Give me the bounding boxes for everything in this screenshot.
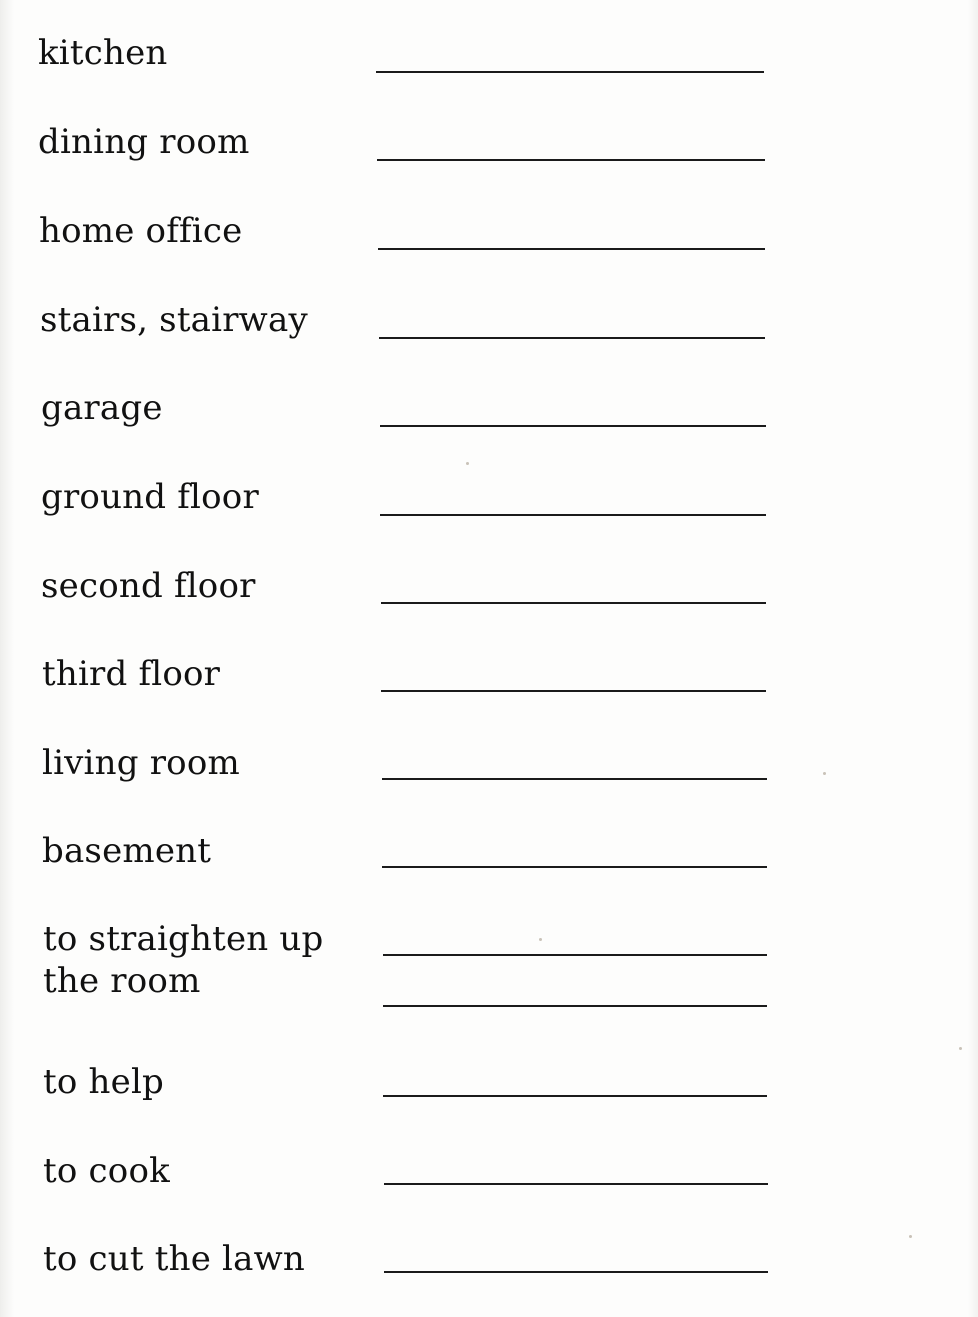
term-stairs-stairway: stairs, stairway [40, 300, 308, 340]
answer-blank-second-floor[interactable] [381, 602, 766, 604]
term-to-straighten-up-line2: the room [43, 961, 201, 1001]
term-dining-room: dining room [38, 122, 250, 162]
answer-blank-home-office[interactable] [378, 248, 765, 250]
term-to-straighten-up-line1: to straighten up [43, 919, 324, 959]
term-basement: basement [42, 831, 212, 871]
scan-right-edge [968, 0, 978, 1317]
answer-blank-basement[interactable] [382, 866, 767, 868]
scan-speck [823, 772, 826, 775]
answer-blank-to-straighten-up-1[interactable] [383, 954, 767, 956]
term-kitchen: kitchen [38, 33, 168, 73]
scan-left-edge [0, 0, 14, 1317]
answer-blank-stairs-stairway[interactable] [379, 337, 765, 339]
answer-blank-garage[interactable] [380, 425, 766, 427]
scan-speck [539, 938, 542, 941]
term-ground-floor: ground floor [41, 477, 259, 517]
term-garage: garage [41, 388, 163, 428]
answer-blank-to-help[interactable] [383, 1095, 767, 1097]
term-to-help: to help [43, 1062, 164, 1102]
term-to-cut-the-lawn: to cut the lawn [43, 1239, 305, 1279]
term-to-cook: to cook [43, 1151, 170, 1191]
term-third-floor: third floor [42, 654, 221, 694]
scan-speck [466, 462, 469, 465]
scan-speck [959, 1047, 962, 1050]
answer-blank-living-room[interactable] [382, 778, 767, 780]
scan-speck [909, 1235, 912, 1238]
answer-blank-ground-floor[interactable] [380, 514, 766, 516]
term-living-room: living room [42, 743, 240, 783]
answer-blank-to-straighten-up-2[interactable] [383, 1005, 767, 1007]
answer-blank-kitchen[interactable] [376, 71, 764, 73]
term-home-office: home office [39, 211, 243, 251]
answer-blank-third-floor[interactable] [381, 690, 766, 692]
answer-blank-dining-room[interactable] [377, 159, 765, 161]
term-second-floor: second floor [41, 566, 256, 606]
answer-blank-to-cut-the-lawn[interactable] [384, 1271, 768, 1273]
answer-blank-to-cook[interactable] [384, 1183, 768, 1185]
